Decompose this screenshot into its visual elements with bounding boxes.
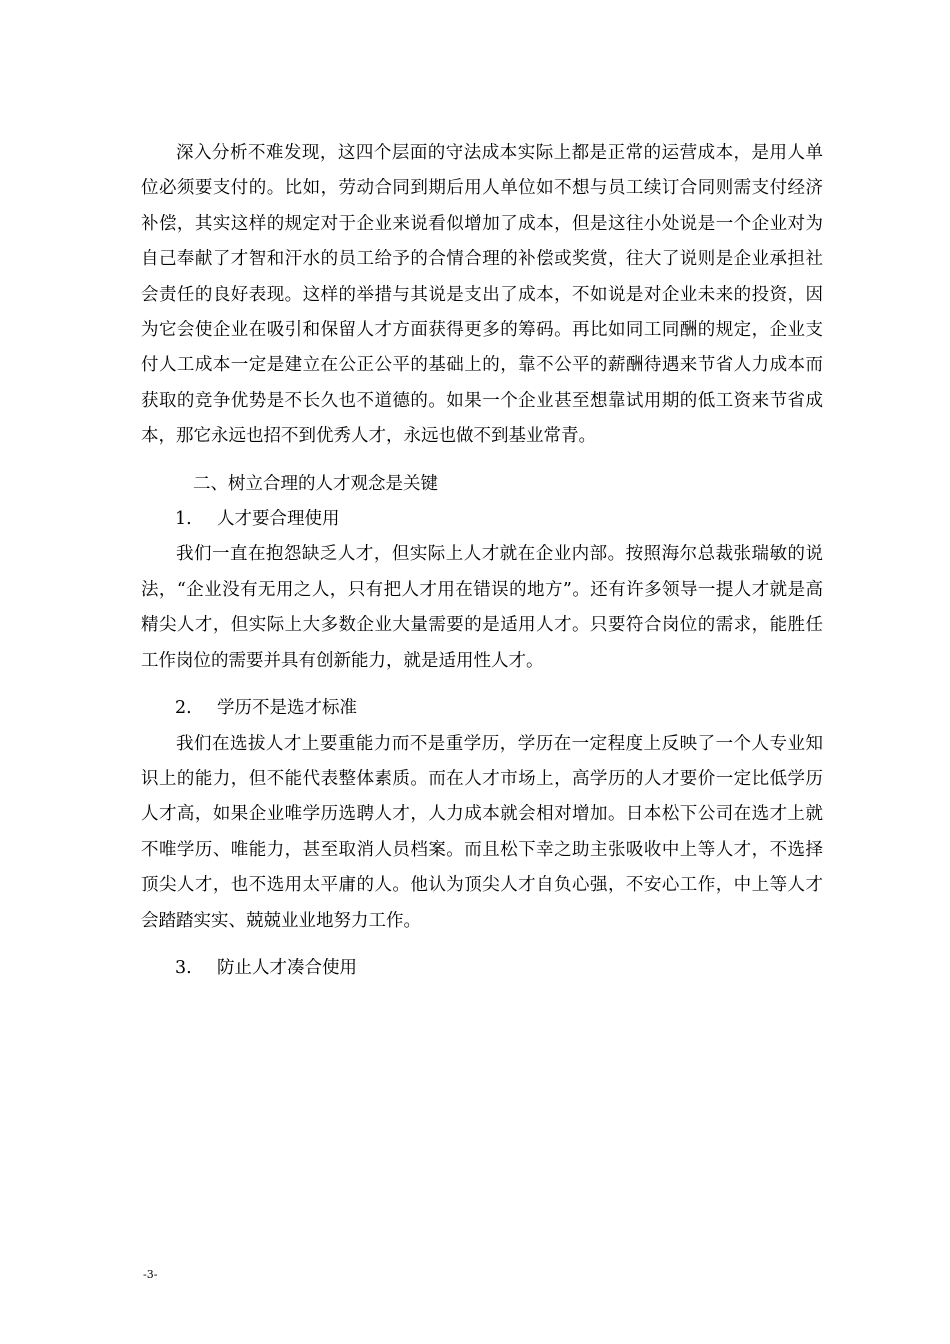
section-heading: 二、树立合理的人才观念是关键 bbox=[193, 473, 438, 494]
page-content bbox=[141, 136, 823, 986]
paragraph-talent-use: 我们一直在抱怨缺乏人才，但实际上人才就在企业内部。按照海尔总裁张瑞敏的说法，“企业没有无用之人，只有把人才用在错误的地方”。还有许多领导一提人才就是高精尖人才，但实际上大多数企业大量需要的是适用人才。只要符合岗位的需求，能胜任工作岗位的需要并具有创新能力，就是适用性人才。 bbox=[141, 544, 823, 671]
subsection-number: 2. bbox=[175, 698, 192, 719]
subsection-title: 学历不是选才标准 bbox=[217, 698, 357, 719]
paragraph-compliance-cost: 深入分析不难发现，这四个层面的守法成本实际上都是正常的运营成本，是用人单位必须要支付的。比如，劳动合同到期后用人单位如不想与员工续订合同则需支付经济补偿，其实这样的规定对于企业来说看似增加了成本，但是这往小处说是一个企业对为自己奉献了才智和汗水的员工给予的合情合理的补偿或奖赏，往大了说则是企业承担社会责任的良好表现。这样的举措与其说是支出了成本，不如说是对企业未来的投资，因为它会使企业在吸引和保留人才方面获得更多的筹码。再比如同工同酬的规定，企业支付人工成本一定是建立在公正公平的基础上的，靠不公平的薪酬待遇来节省人力成本而获取的竞争优势是不长久也不道德的。如果一个企业甚至想靠试用期的低工资来节省成本，那它永远也招不到优秀人才，永远也做不到基业常青。 bbox=[141, 143, 823, 447]
subsection-number: 1. bbox=[175, 509, 192, 530]
page-number: -3- bbox=[143, 1268, 158, 1281]
subsection-number: 3. bbox=[175, 957, 192, 978]
paragraph-education-standard: 我们在选拔人才上要重能力而不是重学历，学历在一定程度上反映了一个人专业知识上的能力，但不能代表整体素质。而在人才市场上，高学历的人才要价一定比低学历人才高，如果企业唯学历选聘人才，人力成本就会相对增加。日本松下公司在选才上就不唯学历、唯能力，甚至取消人员档案。而且松下幸之助主张吸收中上等人才，不选择顶尖人才，也不选用太平庸的人。他认为顶尖人才自负心强，不安心工作，中上等人才会踏踏实实、兢兢业业地努力工作。 bbox=[141, 733, 823, 931]
subsection-title: 人才要合理使用 bbox=[217, 509, 340, 530]
subsection-heading-3 bbox=[141, 951, 823, 986]
subsection-title: 防止人才凑合使用 bbox=[217, 957, 357, 978]
subsection-heading-1 bbox=[141, 502, 823, 537]
subsection-heading-2 bbox=[141, 691, 823, 726]
